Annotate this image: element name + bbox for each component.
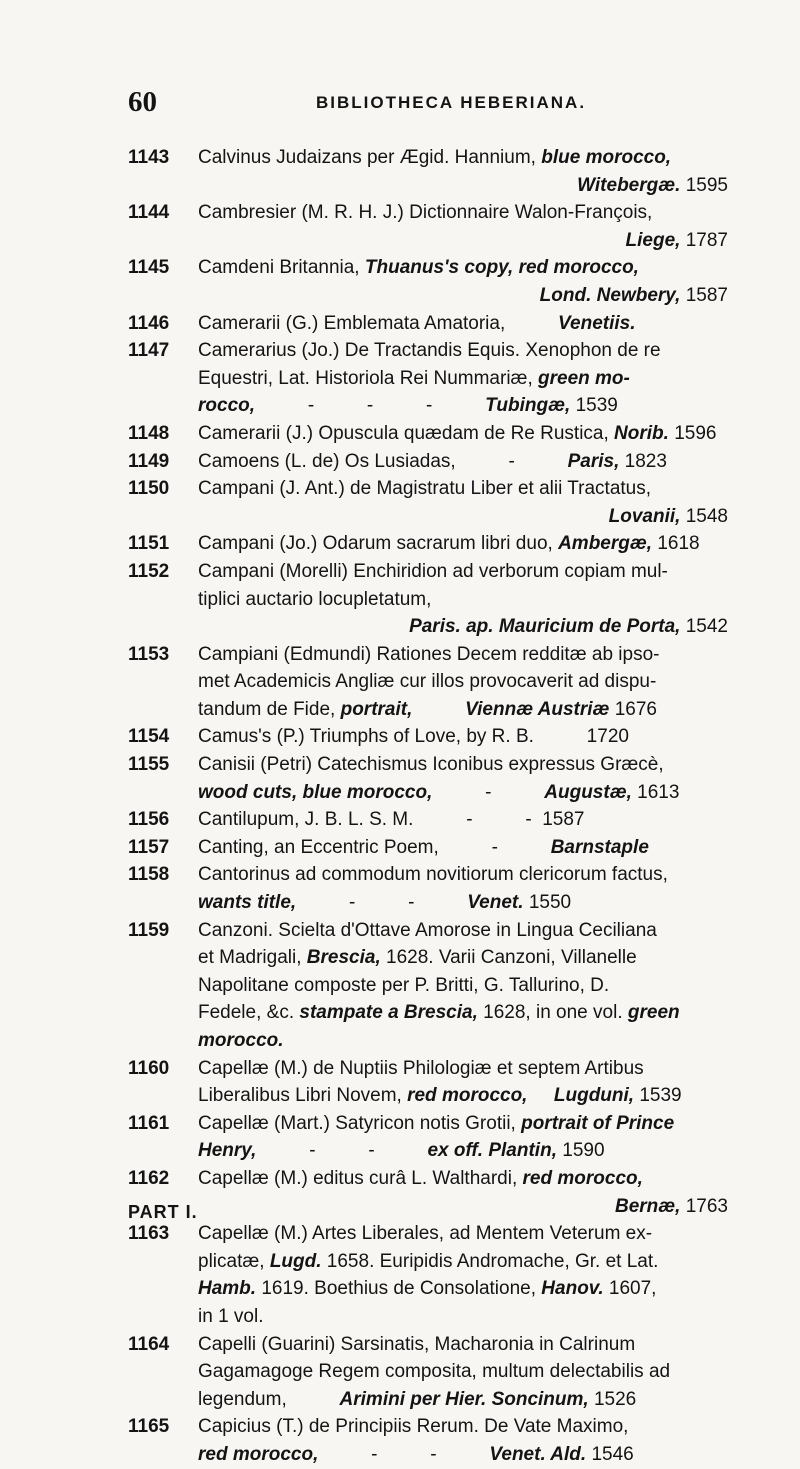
- entry-line: [198, 558, 728, 586]
- italic-text: Augustæ,: [544, 781, 638, 803]
- entry-text: Camus's (P.) Triumphs of Love, by R. B. 1720: [198, 726, 629, 748]
- italic-text: Lugduni,: [553, 1085, 640, 1107]
- entry-line: [198, 917, 728, 945]
- italic-text: Bernæ,: [614, 1195, 686, 1217]
- entry-text: Canting, an Eccentric Poem, -: [198, 836, 551, 858]
- entry-text: - -: [256, 1140, 428, 1162]
- catalogue-entry: [128, 834, 728, 862]
- italic-text: Lond. Newbery,: [539, 284, 686, 306]
- entry-text: tandum de Fide,: [198, 698, 341, 720]
- entry-text: Cantilupum, J. B. L. S. M. - - 1587: [198, 809, 585, 831]
- entry-line: [198, 586, 728, 614]
- entry-line: [198, 172, 728, 200]
- entry-line: [198, 1413, 728, 1441]
- italic-text: Arimini per Hier. Soncinum,: [339, 1388, 594, 1410]
- catalogue-entry: [128, 641, 728, 724]
- catalogue-entry: [128, 1165, 728, 1220]
- entry-number: 1150: [128, 478, 170, 500]
- entry-text: Capellæ (Mart.) Satyricon notis Grotii,: [198, 1112, 522, 1134]
- entry-text: Camerarii (G.) Emblemata Amatoria,: [198, 312, 559, 334]
- entry-text: 1658. Euripidis Andromache, Gr. et Lat.: [326, 1250, 659, 1272]
- entry-line: [198, 1082, 728, 1110]
- entry-line: [198, 889, 728, 917]
- catalogue-entry: [128, 917, 728, 1055]
- italic-text: Witebergæ.: [577, 174, 686, 196]
- italic-text: green: [627, 1002, 680, 1024]
- entry-line: [198, 834, 728, 862]
- entry-line: [198, 530, 728, 558]
- entry-text: 1823: [624, 450, 667, 472]
- entry-line: [198, 1055, 728, 1083]
- entry-line: [198, 1110, 728, 1138]
- italic-text: wood cuts, blue morocco,: [198, 781, 433, 803]
- entry-text: Capicius (T.) de Principiis Rerum. De Vate Maximo,: [198, 1416, 629, 1438]
- entry-text: Camerarius (Jo.) De Tractandis Equis. Xenophon de re: [198, 340, 661, 362]
- entry-line: [198, 1165, 728, 1193]
- catalogue-entry: [128, 144, 728, 199]
- italic-text: red morocco,: [198, 1443, 319, 1465]
- page-number: 60: [128, 86, 157, 118]
- catalogue-entry: [128, 1110, 728, 1165]
- entry-text: Camdeni Britannia,: [198, 257, 365, 279]
- entry-number: 1154: [128, 726, 170, 748]
- italic-text: rocco,: [198, 395, 256, 417]
- entry-number: 1164: [128, 1333, 170, 1355]
- entry-text: 1607,: [608, 1278, 657, 1300]
- entry-line: [198, 282, 728, 310]
- entry-line: [198, 310, 728, 338]
- entry-text: 1526: [593, 1388, 637, 1410]
- entry-line: [198, 751, 728, 779]
- entry-text: Campani (J. Ant.) de Magistratu Liber et alii Tractatus,: [198, 478, 652, 500]
- entry-line: [198, 144, 728, 172]
- entry-text: 1548: [685, 505, 728, 527]
- catalogue-entry: [128, 199, 728, 254]
- entry-text: plicatæ,: [198, 1250, 270, 1272]
- catalogue-entry: [128, 420, 728, 448]
- catalogue-entry: [128, 254, 728, 309]
- entry-text: Equestri, Lat. Historiola Rei Nummariæ,: [198, 367, 538, 389]
- italic-text: Lovanii,: [608, 505, 686, 527]
- entry-text: Camoens (L. de) Os Lusiadas, -: [198, 450, 568, 472]
- italic-text: portrait of Prince: [521, 1112, 675, 1134]
- entry-line: [198, 1358, 728, 1386]
- entry-text: Capelli (Guarini) Sarsinatis, Macharonia in Calrinum: [198, 1333, 636, 1355]
- italic-text: Norib.: [614, 422, 675, 444]
- entry-line: [198, 420, 728, 448]
- entry-line: [198, 1137, 728, 1165]
- italic-text: morocco.: [198, 1030, 284, 1051]
- entry-text: 1595: [685, 174, 728, 196]
- entry-text: met Academicis Angliæ cur illos provocaverit ad dispu-: [198, 671, 657, 693]
- entry-text: 1676: [614, 698, 658, 720]
- entry-text: in 1 vol.: [198, 1305, 264, 1327]
- entry-line: [198, 806, 728, 834]
- entry-text: 1628. Varii Canzoni, Villanelle: [386, 947, 637, 969]
- entry-text: Campiani (Edmundi) Rationes Decem redditæ ab ipso-: [198, 643, 660, 665]
- signature-mark: PART I.: [128, 1202, 198, 1222]
- entry-number: 1159: [128, 919, 170, 941]
- entry-text: Cantorinus ad commodum novitiorum clericorum factus,: [198, 864, 668, 886]
- entry-text: legendum,: [198, 1388, 287, 1410]
- entry-number: 1156: [128, 809, 170, 831]
- entry-line: [198, 503, 728, 531]
- entry-text: Liberalibus Libri Novem,: [198, 1085, 408, 1107]
- entry-number: 1151: [128, 533, 170, 555]
- entry-line: [198, 861, 728, 889]
- italic-text: portrait,: [340, 698, 413, 720]
- entry-line: [198, 1220, 728, 1248]
- catalogue-entry: [128, 448, 728, 476]
- entry-text: 1596: [674, 422, 717, 444]
- entry-number: 1148: [128, 422, 170, 444]
- entry-line: [198, 779, 728, 807]
- catalogue-entry: [128, 861, 728, 916]
- italic-text: Hamb.: [198, 1278, 262, 1300]
- catalogue-entry: [128, 1055, 728, 1110]
- entry-line: [198, 254, 728, 282]
- italic-text: green mo-: [538, 367, 630, 389]
- italic-text: Hanov.: [541, 1278, 609, 1300]
- entry-text: - - -: [255, 395, 486, 417]
- entry-line: [198, 668, 728, 696]
- catalogue-entry: [128, 1331, 728, 1414]
- entry-text: Cambresier (M. R. H. J.) Dictionnaire Walon-François,: [198, 202, 653, 224]
- entry-text: 1590: [562, 1140, 605, 1162]
- entry-text: 1763: [685, 1195, 728, 1217]
- entry-text: 1550: [528, 892, 572, 914]
- italic-text: ex off. Plantin,: [427, 1140, 563, 1162]
- entry-number: 1162: [128, 1167, 170, 1189]
- entry-text: Camerarii (J.) Opuscula quædam de Re Rustica,: [198, 422, 615, 444]
- entry-number: 1158: [128, 864, 170, 886]
- entry-number: 1160: [128, 1057, 170, 1079]
- catalogue-entry: [128, 530, 728, 558]
- italic-text: Tubingæ,: [485, 395, 576, 417]
- entry-text: Fedele, &c.: [198, 1002, 300, 1024]
- entry-text: 1628, in one vol.: [483, 1002, 628, 1024]
- catalogue-entry: [128, 310, 728, 338]
- entry-number: 1146: [128, 312, 170, 334]
- entry-text: 1539: [639, 1085, 682, 1107]
- entry-number: 1165: [128, 1416, 170, 1438]
- entry-number: 1155: [128, 754, 170, 776]
- italic-text: Viennæ Austriæ: [465, 698, 615, 720]
- entry-text: Calvinus Judaizans per Ægid. Hannium,: [198, 147, 542, 168]
- catalogue-entry: [128, 337, 728, 420]
- entry-line: [198, 1441, 728, 1469]
- entry-line: [198, 613, 728, 641]
- entry-line: [198, 641, 728, 669]
- italic-text: Liege,: [625, 229, 686, 251]
- entry-line: [198, 1303, 728, 1331]
- italic-text: Lugd.: [269, 1250, 327, 1272]
- entry-line: [198, 199, 728, 227]
- italic-text: Venet.: [467, 892, 529, 914]
- catalogue-entry: [128, 1220, 728, 1330]
- entry-text: [412, 699, 465, 720]
- italic-text: Venetiis.: [558, 312, 636, 334]
- entry-line: [198, 365, 728, 393]
- entry-line: [198, 392, 728, 420]
- entry-text: Capellæ (M.) editus curâ L. Walthardi,: [198, 1167, 523, 1189]
- catalogue-entry: [128, 806, 728, 834]
- entry-line: [198, 1331, 728, 1359]
- italic-text: wants title,: [198, 892, 297, 914]
- entry-line: [198, 1386, 728, 1414]
- entry-text: 1618: [657, 533, 700, 555]
- catalogue-entry: [128, 558, 728, 641]
- italic-text: Brescia,: [306, 947, 387, 969]
- entry-number: 1145: [128, 257, 170, 279]
- entry-text: 1587: [685, 284, 728, 306]
- entry-text: Napolitane composte per P. Britti, G. Tallurino, D.: [198, 974, 610, 996]
- entry-text: Canisii (Petri) Catechismus Iconibus expressus Græcè,: [198, 754, 664, 776]
- entry-line: [198, 999, 728, 1027]
- entry-number: 1149: [128, 450, 170, 472]
- entry-text: 1542: [685, 616, 728, 638]
- entry-number: 1153: [128, 643, 170, 665]
- entry-text: - -: [318, 1443, 490, 1465]
- entry-line: [198, 1248, 728, 1276]
- italic-text: Ambergæ,: [558, 533, 658, 555]
- entry-text: Canzoni. Scielta d'Ottave Amorose in Lingua Ceciliana: [198, 919, 657, 941]
- entry-list: [128, 144, 728, 1469]
- entry-text: Campani (Morelli) Enchiridion ad verborum copiam mul-: [198, 560, 668, 582]
- entry-text: 1613: [637, 781, 680, 803]
- italic-text: Paris,: [567, 450, 625, 472]
- entry-line: [198, 227, 728, 255]
- entry-text: 1787: [685, 229, 728, 251]
- page-header: [0, 86, 800, 126]
- entry-line: [198, 1027, 728, 1055]
- entry-text: Capellæ (M.) Artes Liberales, ad Mentem Veterum ex-: [198, 1223, 653, 1245]
- entry-number: 1163: [128, 1223, 170, 1245]
- catalogue-entry: [128, 723, 728, 751]
- entry-text: tiplici auctario locupletatum,: [198, 588, 432, 610]
- entry-text: [527, 1085, 553, 1106]
- entry-text: 1546: [591, 1443, 634, 1465]
- entry-line: [198, 1193, 728, 1221]
- italic-text: stampate a Brescia,: [299, 1002, 484, 1024]
- catalogue-entry: [128, 475, 728, 530]
- italic-text: blue morocco,: [541, 147, 672, 168]
- italic-text: Paris. ap. Mauricium de Porta,: [409, 616, 686, 638]
- entry-number: 1144: [128, 202, 170, 224]
- entry-text: Gagamagoge Regem composita, multum delectabilis ad: [198, 1361, 671, 1383]
- catalogue-entry: [128, 751, 728, 806]
- entry-line: [198, 723, 728, 751]
- entry-line: [198, 475, 728, 503]
- entry-text: Campani (Jo.) Odarum sacrarum libri duo,: [198, 533, 559, 555]
- italic-text: red morocco,: [407, 1085, 528, 1107]
- entry-line: [198, 944, 728, 972]
- entry-text: Capellæ (M.) de Nuptiis Philologiæ et septem Artibus: [198, 1057, 644, 1079]
- entry-number: 1143: [128, 147, 170, 168]
- entry-line: [198, 448, 728, 476]
- italic-text: Venet. Ald.: [489, 1443, 592, 1465]
- italic-text: Thuanus's copy, red morocco,: [364, 257, 639, 279]
- entry-text: et Madrigali,: [198, 947, 307, 969]
- italic-text: Henry,: [198, 1140, 257, 1162]
- entry-line: [198, 337, 728, 365]
- italic-text: Barnstaple: [550, 836, 649, 858]
- entry-line: [198, 1275, 728, 1303]
- entry-line: [198, 696, 728, 724]
- entry-text: 1619. Boethius de Consolatione,: [261, 1278, 542, 1300]
- entry-text: - -: [296, 892, 468, 914]
- entry-text: -: [432, 781, 545, 803]
- entry-text: 1539: [575, 395, 618, 417]
- entry-number: 1157: [128, 836, 170, 858]
- running-head: BIBLIOTHECA HEBERIANA.: [316, 93, 587, 112]
- catalogue-entry: [128, 1413, 728, 1468]
- italic-text: red morocco,: [522, 1167, 643, 1189]
- entry-number: 1152: [128, 560, 170, 582]
- entry-line: [198, 972, 728, 1000]
- entry-number: 1147: [128, 340, 170, 362]
- entry-number: 1161: [128, 1112, 170, 1134]
